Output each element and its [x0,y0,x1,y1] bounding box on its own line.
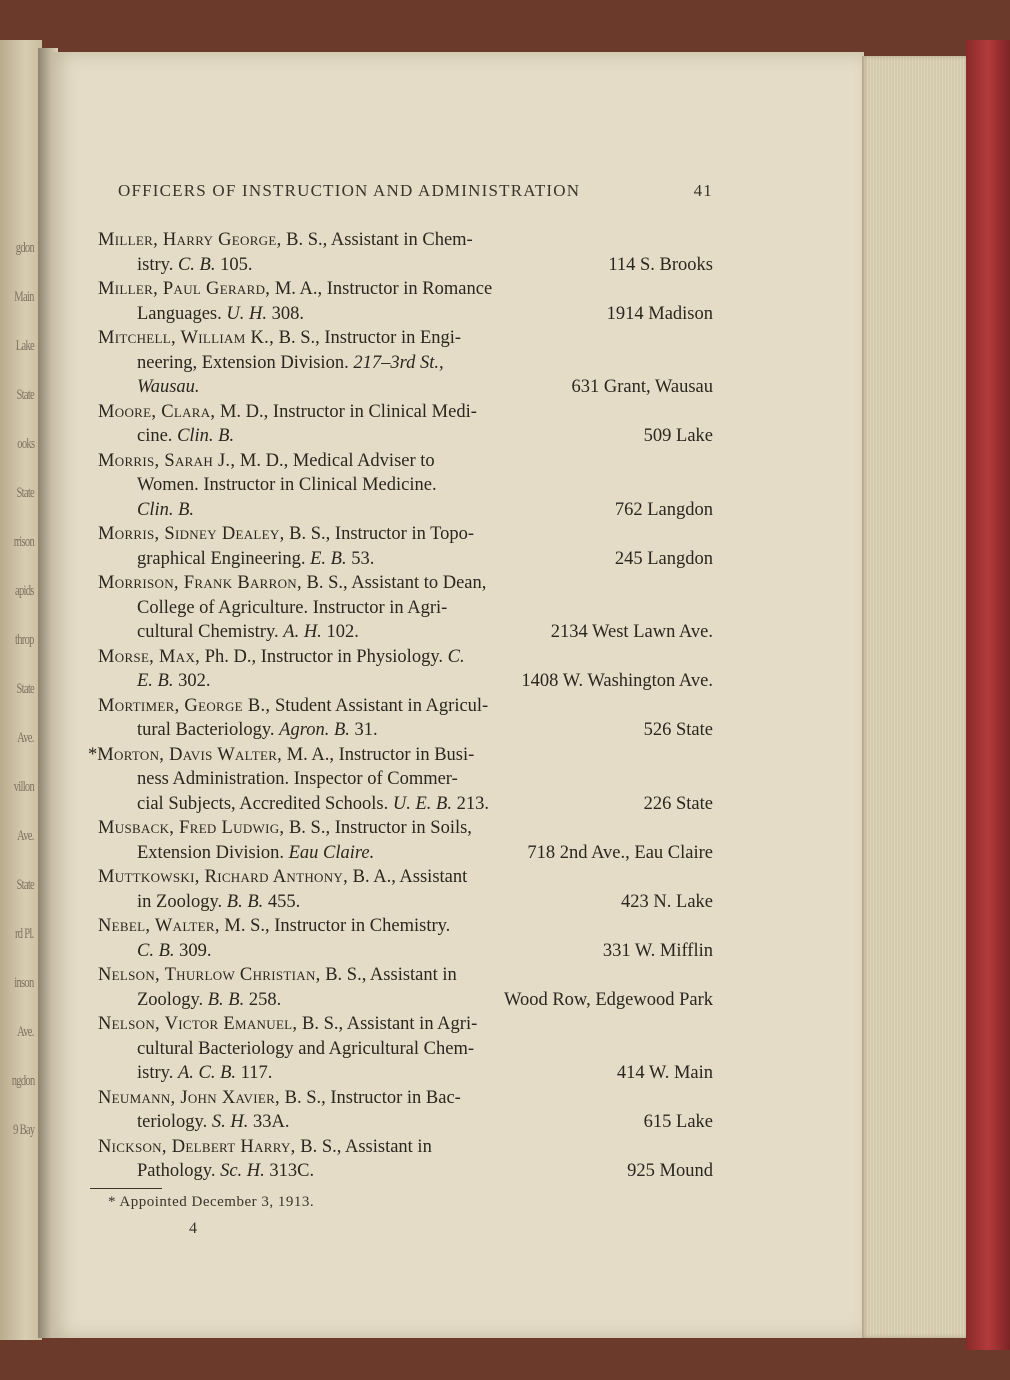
building-location: Wausau. [137,377,200,397]
directory-entry [98,326,713,400]
entry-line [98,792,713,817]
building-location: C. [447,646,465,667]
left-page-fragment: rd Pl. [15,926,34,942]
person-name: Morrison, Frank Barron, [98,573,302,593]
left-page-fragment: inson [14,975,34,991]
building-location: U. H. [226,303,267,324]
left-page-fragment: villon [13,779,34,795]
left-page-fragment: 9 Bay [12,1122,34,1138]
home-address: 331 W. Mifflin [602,940,713,961]
page-block-edges [862,56,966,1338]
home-address: 114 S. Brooks [608,254,713,275]
home-address: 526 State [643,720,713,740]
directory-entry [98,571,713,645]
home-address: 1408 W. Washington Ave. [521,671,713,691]
entry-text: *Morton, Davis Walter, M. A., Instructor in Busi- [88,744,475,765]
person-name: Miller, Paul Gerard, [98,279,271,299]
home-address: 423 N. Lake [621,891,713,912]
entry-text: teriology. S. H. 33A. [137,1112,290,1132]
left-page-fragment: throp [15,632,34,648]
person-name: Moore, Clara, [98,401,216,422]
entry-text: tural Bacteriology. Agron. B. 31. [137,720,378,740]
entry-line [98,890,713,915]
home-address: 245 Langdon [614,548,713,569]
entry-text: neering, Extension Division. 217–3rd St., [137,352,444,373]
left-page-fragment: Ave. [17,1024,34,1040]
entry-text: Nelson, Thurlow Christian, B. S., Assistant in [98,965,457,985]
person-name: Nelson, Thurlow Christian, [98,965,321,985]
left-page-fragment: apids [15,583,34,599]
person-name: Morse, Max, [98,646,201,667]
person-name: Muttkowski, Richard Anthony, [98,867,349,887]
entry-text: ness Administration. Inspector of Commer- [137,769,458,789]
entry-line [98,1159,713,1184]
footnote: * Appointed December 3, 1913. [108,1194,315,1210]
footnote-rule [90,1188,162,1189]
previous-page-edge [0,40,42,1340]
left-page-fragment: State [16,877,34,893]
entry-line [98,1086,713,1111]
entry-line [98,718,713,743]
left-page-fragment: State [16,681,34,697]
building-location: Eau Claire. [288,842,375,863]
entry-text: E. B. 302. [137,671,211,691]
left-page-fragment: Ave. [17,828,34,844]
directory-entry [98,1012,713,1086]
entry-line [98,767,713,792]
entry-line [98,963,713,988]
entry-text: in Zoology. B. B. 455. [137,891,301,912]
entry-text: Morris, Sidney Dealey, B. S., Instructor in Topo- [98,524,475,544]
home-address: 1914 Madison [606,303,713,324]
person-name: Nickson, Delbert Harry, [98,1136,296,1157]
person-name: Musback, Fred Ludwig, [98,818,285,838]
person-name: Morton, Davis Walter, [97,744,283,765]
home-address: 718 2nd Ave., Eau Claire [527,842,713,863]
entry-text: Women. Instructor in Clinical Medicine. [137,475,437,495]
entry-line [98,596,713,621]
page-number: 41 [693,181,713,200]
entry-line [98,522,713,547]
left-page-fragment: ngdon [11,1073,34,1089]
person-name: Mitchell, William K., [98,328,275,348]
building-location: S. H. [211,1112,249,1132]
entry-line [98,1061,713,1086]
entry-text: Zoology. B. B. 258. [137,989,282,1010]
directory-entry [98,277,713,326]
directory-entry [98,449,713,523]
building-location: Agron. B. [279,720,350,740]
entry-text: Mitchell, William K., B. S., Instructor in Engi- [98,328,462,348]
left-page-fragment: State [16,387,34,403]
building-location: B. B. [226,891,264,912]
person-name: Morris, Sarah J., [98,450,236,471]
entry-text: Nelson, Victor Emanuel, B. S., Assistant in Agri- [98,1014,478,1034]
home-address: 2134 West Lawn Ave. [550,622,713,642]
building-location: 217–3rd St., [353,352,444,373]
entry-text: Morris, Sarah J., M. D., Medical Adviser to [98,450,435,471]
building-location: E. B. [310,548,347,569]
entry-text: Musback, Fred Ludwig, B. S., Instructor in Soils, [98,818,472,838]
person-name: Miller, Harry George, [98,230,282,250]
building-location: A. H. [283,622,322,642]
building-location: U. E. B. [392,793,452,814]
entry-text: Morse, Max, Ph. D., Instructor in Physiology. C. [98,646,465,667]
entry-line [98,424,713,449]
entry-text [137,498,194,523]
entry-text: cial Subjects, Accredited Schools. U. E. B. 213. [137,793,489,814]
left-page-fragment: rrison [13,534,34,550]
directory-entry [98,1086,713,1135]
entry-text: Miller, Paul Gerard, M. A., Instructor in Romance [98,279,493,299]
directory-entry [98,1135,713,1184]
entry-line [98,400,713,425]
entry-line [98,253,713,278]
home-address: 925 Mound [627,1161,713,1181]
entry-line [98,620,713,645]
home-address: 414 W. Main [616,1063,713,1083]
entry-line [98,473,713,498]
person-name: Neumann, John Xavier, [98,1087,280,1108]
left-page-fragment: State [16,485,34,501]
entry-text: Mortimer, George B., Student Assistant in Agricul- [98,695,489,716]
directory-entry [88,743,713,817]
entry-line [98,1012,713,1037]
entry-text: Extension Division. Eau Claire. [137,842,375,863]
left-page-fragment: Ave. [17,730,34,746]
directory-entry [98,865,713,914]
entry-line [98,449,713,474]
entry-text: cultural Bacteriology and Agricultural Chem- [137,1038,475,1059]
person-name: Nelson, Victor Emanuel, [98,1014,298,1034]
entry-line [98,228,713,253]
person-name: Morris, Sidney Dealey, [98,524,285,544]
entry-text: Muttkowski, Richard Anthony, B. A., Assistant [98,867,468,887]
entry-line [98,1135,713,1160]
left-page-fragment: ooks [16,436,34,452]
home-address: 615 Lake [643,1112,713,1132]
entry-line [98,1110,713,1135]
entry-text: istry. A. C. B. 117. [137,1063,273,1083]
entry-line [98,277,713,302]
entry-line [98,988,713,1013]
home-address: 509 Lake [643,426,713,446]
home-address: Wood Row, Edgewood Park [503,989,713,1010]
entry-line [98,326,713,351]
building-location: Clin. B. [177,426,235,446]
entry-text: graphical Engineering. E. B. 53. [137,548,375,569]
entry-text: C. B. 309. [137,940,212,961]
entry-text: cine. Clin. B. [137,426,235,446]
directory-entry [98,645,713,694]
building-location: C. B. [177,254,216,275]
entry-text: cultural Chemistry. A. H. 102. [137,622,359,642]
left-page-fragment: Lake [15,338,34,354]
entry-line [98,571,713,596]
building-location: C. B. [137,940,175,961]
left-page-fragment: gdon [15,240,34,256]
person-name: Mortimer, George B., [98,695,271,716]
directory-entry [98,694,713,743]
directory-entry [98,816,713,865]
entry-text: istry. C. B. 105. [137,254,253,275]
running-head [118,180,713,202]
entry-line [98,498,713,523]
entry-text: Languages. U. H. 308. [137,303,304,324]
entry-text: Nebel, Walter, M. S., Instructor in Chemistry. [98,916,451,936]
entry-text [137,375,200,400]
person-name: Nebel, Walter, [98,916,220,936]
building-location: B. B. [207,989,245,1010]
footnote-marker: * [88,744,98,765]
book-cover-edge [966,40,1010,1350]
entry-text: College of Agriculture. Instructor in Agri- [137,597,448,618]
entry-line [98,914,713,939]
entry-line [98,645,713,670]
entry-line [98,694,713,719]
entry-line [98,865,713,890]
entry-line [98,841,713,866]
home-address: 762 Langdon [614,499,713,520]
entry-line [98,939,713,964]
staff-directory-list [88,228,713,1184]
entry-text: Miller, Harry George, B. S., Assistant in Chem- [98,230,473,250]
entry-text: Morrison, Frank Barron, B. S., Assistant to Dean, [98,573,487,593]
building-location: Clin. B. [137,499,195,520]
home-address: 631 Grant, Wausau [571,377,713,397]
entry-line [98,547,713,572]
signature-mark: 4 [189,1220,197,1237]
entry-text: Pathology. Sc. H. 313C. [137,1161,315,1181]
directory-entry [98,963,713,1012]
entry-line [98,816,713,841]
entry-line [98,351,713,376]
directory-entry [98,522,713,571]
entry-text: Moore, Clara, M. D., Instructor in Clinical Medi- [98,401,477,422]
building-location: Sc. H. [220,1161,265,1181]
building-location: A. C. B. [177,1063,237,1083]
building-location: E. B. [137,671,174,691]
directory-entry [98,228,713,277]
entry-line [98,375,713,400]
running-head-title: OFFICERS OF INSTRUCTION AND ADMINISTRATION [118,181,581,200]
entry-line [88,743,713,768]
directory-entry [98,400,713,449]
directory-entry [98,914,713,963]
entry-line [98,669,713,694]
left-page-fragment: Main [14,289,34,305]
entry-text: Nickson, Delbert Harry, B. S., Assistant in [98,1136,432,1157]
entry-text: Neumann, John Xavier, B. S., Instructor in Bac- [98,1087,461,1108]
entry-line [98,1037,713,1062]
entry-line [98,302,713,327]
home-address: 226 State [643,793,713,814]
